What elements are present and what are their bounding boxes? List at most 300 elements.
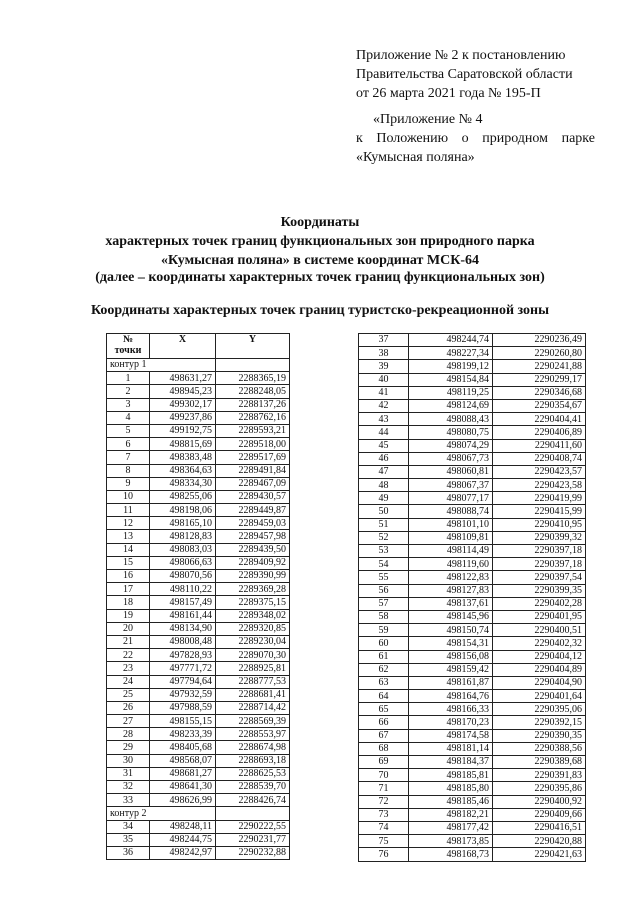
y-coordinate-cell: 2288569,39: [216, 715, 290, 728]
y-coordinate-cell: 2290415,99: [493, 505, 586, 518]
y-coordinate-cell: 2290401,95: [493, 610, 586, 623]
x-coordinate-cell: 498166,33: [409, 703, 493, 716]
point-number-cell: 65: [359, 703, 409, 716]
x-coordinate-cell: 498114,49: [409, 545, 493, 558]
table-row: [359, 597, 586, 610]
y-coordinate-cell: 2290232,88: [216, 846, 290, 859]
y-coordinate-cell: 2290390,35: [493, 729, 586, 742]
table-row: [359, 518, 586, 531]
contour-label: контур 2: [107, 807, 150, 820]
y-coordinate-cell: 2288777,53: [216, 675, 290, 688]
table-row: [359, 769, 586, 782]
appendix-line-1: Приложение № 2 к постановлению: [356, 48, 566, 63]
x-coordinate-cell: 498101,10: [409, 518, 493, 531]
point-number-cell: 60: [359, 637, 409, 650]
table-row: [359, 835, 586, 848]
point-number-cell: 18: [107, 596, 150, 609]
x-coordinate-cell: 498173,85: [409, 835, 493, 848]
x-coordinate-cell: 498641,30: [150, 781, 216, 794]
table-row: [107, 398, 290, 411]
table-row: [359, 531, 586, 544]
x-coordinate-cell: 498174,58: [409, 729, 493, 742]
point-number-cell: 14: [107, 543, 150, 556]
table-row: [359, 650, 586, 663]
column-header-x: [150, 334, 216, 359]
table-row: [107, 372, 290, 385]
y-coordinate-cell: 2290404,12: [493, 650, 586, 663]
appendix-line-5: [356, 129, 595, 148]
point-number-cell: 71: [359, 782, 409, 795]
table-row: [107, 504, 290, 517]
table-row: [359, 571, 586, 584]
x-coordinate-cell: 499237,86: [150, 411, 216, 424]
x-coordinate-cell: 498066,63: [150, 556, 216, 569]
y-coordinate-cell: 2290354,67: [493, 399, 586, 412]
table-row: [359, 452, 586, 465]
point-number-cell: 58: [359, 610, 409, 623]
point-number-cell: 5: [107, 424, 150, 437]
point-number-cell: 19: [107, 609, 150, 622]
x-coordinate-cell: 498074,29: [409, 439, 493, 452]
x-coordinate-cell: 498124,69: [409, 399, 493, 412]
table-row: [359, 703, 586, 716]
point-number-cell: 53: [359, 545, 409, 558]
table-row: [107, 662, 290, 675]
x-coordinate-cell: 497988,59: [150, 701, 216, 714]
table-row: [359, 479, 586, 492]
y-coordinate-cell: 2289593,21: [216, 424, 290, 437]
column-header-y-label: Y: [248, 334, 257, 345]
y-coordinate-cell: 2290346,68: [493, 386, 586, 399]
point-number-cell: 63: [359, 676, 409, 689]
table-row: [107, 833, 290, 846]
x-coordinate-cell: 498164,76: [409, 690, 493, 703]
y-coordinate-cell: 2290400,92: [493, 795, 586, 808]
y-coordinate-cell: 2289430,57: [216, 490, 290, 503]
x-coordinate-cell: 498364,63: [150, 464, 216, 477]
document-title-line-3: «Кумысная поляна» в системе координат МСК-64: [160, 253, 480, 268]
point-number-cell: 64: [359, 690, 409, 703]
table-row: [359, 413, 586, 426]
table-row: [107, 477, 290, 490]
y-coordinate-cell: 2288925,81: [216, 662, 290, 675]
point-number-cell: 73: [359, 808, 409, 821]
x-coordinate-cell: 498198,06: [150, 504, 216, 517]
y-coordinate-cell: 2290402,32: [493, 637, 586, 650]
point-number-cell: 30: [107, 754, 150, 767]
point-number-cell: 25: [107, 688, 150, 701]
point-number-cell: 13: [107, 530, 150, 543]
point-number-cell: 33: [107, 794, 150, 807]
x-coordinate-cell: 498067,73: [409, 452, 493, 465]
point-number-cell: 57: [359, 597, 409, 610]
x-coordinate-cell: 498242,97: [150, 846, 216, 859]
table-row: [359, 465, 586, 478]
y-coordinate-cell: 2289491,84: [216, 464, 290, 477]
point-number-cell: 51: [359, 518, 409, 531]
y-coordinate-cell: 2290231,77: [216, 833, 290, 846]
point-number-cell: 20: [107, 622, 150, 635]
appendix-word: Положению: [376, 131, 449, 146]
y-coordinate-cell: 2290404,90: [493, 676, 586, 689]
table-row: [107, 701, 290, 714]
point-number-cell: 46: [359, 452, 409, 465]
y-coordinate-cell: 2289070,30: [216, 649, 290, 662]
appendix-word: парке: [561, 131, 595, 146]
table-caption: Координаты характерных точек границ туристско-рекреационной зоны: [90, 303, 550, 318]
point-number-cell: 23: [107, 662, 150, 675]
x-coordinate-cell: 498244,74: [409, 334, 493, 347]
point-number-cell: 31: [107, 767, 150, 780]
x-coordinate-cell: 498815,69: [150, 438, 216, 451]
point-number-cell: 21: [107, 635, 150, 648]
y-coordinate-cell: 2289369,28: [216, 583, 290, 596]
x-coordinate-cell: 498177,42: [409, 821, 493, 834]
x-coordinate-cell: 497828,93: [150, 649, 216, 662]
y-coordinate-cell: 2289439,50: [216, 543, 290, 556]
point-number-cell: 50: [359, 505, 409, 518]
y-coordinate-cell: 2290404,41: [493, 413, 586, 426]
table-row: [107, 688, 290, 701]
point-number-cell: 35: [107, 833, 150, 846]
y-coordinate-cell: 2288693,18: [216, 754, 290, 767]
table-row: [359, 742, 586, 755]
x-coordinate-cell: 498157,49: [150, 596, 216, 609]
y-coordinate-cell: 2290397,54: [493, 571, 586, 584]
x-coordinate-cell: 498182,21: [409, 808, 493, 821]
x-coordinate-cell: 498077,17: [409, 492, 493, 505]
table-row: [359, 690, 586, 703]
point-number-cell: 38: [359, 347, 409, 360]
x-coordinate-cell: 497932,59: [150, 688, 216, 701]
point-number-cell: 2: [107, 385, 150, 398]
x-coordinate-cell: 498134,90: [150, 622, 216, 635]
y-coordinate-cell: 2290420,88: [493, 835, 586, 848]
y-coordinate-cell: 2290395,86: [493, 782, 586, 795]
x-coordinate-cell: 498083,03: [150, 543, 216, 556]
table-row: [359, 399, 586, 412]
table-row: [107, 438, 290, 451]
y-coordinate-cell: 2290409,66: [493, 808, 586, 821]
column-header-point: точки: [114, 345, 142, 356]
y-coordinate-cell: 2290400,51: [493, 624, 586, 637]
point-number-cell: 72: [359, 795, 409, 808]
x-coordinate-cell: 498248,11: [150, 820, 216, 833]
x-coordinate-cell: 498626,99: [150, 794, 216, 807]
y-coordinate-cell: 2289320,85: [216, 622, 290, 635]
table-row: [359, 848, 586, 861]
document-title-line-2: характерных точек границ функциональных зон природного парка: [105, 234, 535, 249]
point-number-cell: 7: [107, 451, 150, 464]
y-coordinate-cell: 2290389,68: [493, 756, 586, 769]
contour-row: [107, 359, 290, 372]
y-coordinate-cell: 2288762,16: [216, 411, 290, 424]
point-number-cell: 48: [359, 479, 409, 492]
y-coordinate-cell: 2290236,49: [493, 334, 586, 347]
x-coordinate-cell: 498199,12: [409, 360, 493, 373]
y-coordinate-cell: 2289390,99: [216, 570, 290, 583]
y-coordinate-cell: 2289409,92: [216, 556, 290, 569]
table-row: [107, 451, 290, 464]
y-coordinate-cell: 2290406,89: [493, 426, 586, 439]
y-coordinate-cell: 2290423,57: [493, 465, 586, 478]
y-coordinate-cell: 2290395,06: [493, 703, 586, 716]
point-number-cell: 17: [107, 583, 150, 596]
y-coordinate-cell: 2290423,58: [493, 479, 586, 492]
table-row: [107, 635, 290, 648]
point-number-cell: 45: [359, 439, 409, 452]
point-number-cell: 6: [107, 438, 150, 451]
table-row: [359, 558, 586, 571]
point-number-cell: 40: [359, 373, 409, 386]
table-row: [359, 637, 586, 650]
y-coordinate-cell: 2289449,87: [216, 504, 290, 517]
table-row: [359, 386, 586, 399]
point-number-cell: 49: [359, 492, 409, 505]
table-row: [107, 596, 290, 609]
point-number-cell: 41: [359, 386, 409, 399]
y-coordinate-cell: 2290419,99: [493, 492, 586, 505]
table-row: [107, 530, 290, 543]
coordinates-table-right: [358, 333, 586, 862]
x-coordinate-cell: 498088,43: [409, 413, 493, 426]
point-number-cell: 43: [359, 413, 409, 426]
y-coordinate-cell: 2289348,02: [216, 609, 290, 622]
x-coordinate-cell: 498405,68: [150, 741, 216, 754]
table-row: [359, 439, 586, 452]
y-coordinate-cell: 2289375,15: [216, 596, 290, 609]
x-coordinate-cell: 498088,74: [409, 505, 493, 518]
table-row: [359, 584, 586, 597]
y-coordinate-cell: 2290401,64: [493, 690, 586, 703]
point-number-cell: 15: [107, 556, 150, 569]
y-coordinate-cell: 2288674,98: [216, 741, 290, 754]
x-coordinate-cell: 498233,39: [150, 728, 216, 741]
x-coordinate-cell: 498184,37: [409, 756, 493, 769]
table-row: [359, 756, 586, 769]
table-row: [359, 795, 586, 808]
point-number-cell: 36: [107, 846, 150, 859]
point-number-cell: 67: [359, 729, 409, 742]
x-coordinate-cell: 498631,27: [150, 372, 216, 385]
point-number-cell: 11: [107, 504, 150, 517]
y-coordinate-cell: 2290260,80: [493, 347, 586, 360]
table-row: [359, 545, 586, 558]
point-number-cell: 74: [359, 821, 409, 834]
x-coordinate-cell: 498185,80: [409, 782, 493, 795]
table-row: [107, 675, 290, 688]
x-coordinate-cell: 498244,75: [150, 833, 216, 846]
x-coordinate-cell: 498008,48: [150, 635, 216, 648]
y-coordinate-cell: 2290421,63: [493, 848, 586, 861]
y-coordinate-cell: 2289230,04: [216, 635, 290, 648]
point-number-cell: 59: [359, 624, 409, 637]
y-coordinate-cell: 2290410,95: [493, 518, 586, 531]
x-coordinate-cell: 498165,10: [150, 517, 216, 530]
table-row: [107, 464, 290, 477]
x-coordinate-cell: 498681,27: [150, 767, 216, 780]
y-coordinate-cell: 2288248,05: [216, 385, 290, 398]
table-row: [359, 360, 586, 373]
x-coordinate-cell: 498945,23: [150, 385, 216, 398]
point-number-cell: 54: [359, 558, 409, 571]
y-coordinate-cell: 2290408,74: [493, 452, 586, 465]
y-coordinate-cell: 2289518,00: [216, 438, 290, 451]
appendix-word: к: [356, 131, 363, 146]
table-row: [107, 424, 290, 437]
y-coordinate-cell: 2289467,09: [216, 477, 290, 490]
x-coordinate-cell: 498154,84: [409, 373, 493, 386]
y-coordinate-cell: 2290391,83: [493, 769, 586, 782]
point-number-cell: 8: [107, 464, 150, 477]
point-number-cell: 12: [107, 517, 150, 530]
x-coordinate-cell: 498383,48: [150, 451, 216, 464]
table-row: [107, 556, 290, 569]
y-coordinate-cell: 2290392,15: [493, 716, 586, 729]
y-coordinate-cell: 2288137,26: [216, 398, 290, 411]
y-coordinate-cell: 2288681,41: [216, 688, 290, 701]
y-coordinate-cell: 2290402,28: [493, 597, 586, 610]
point-number-cell: 68: [359, 742, 409, 755]
table-row: [107, 490, 290, 503]
point-number-cell: 76: [359, 848, 409, 861]
y-coordinate-cell: 2289457,98: [216, 530, 290, 543]
table-row: [359, 505, 586, 518]
y-coordinate-cell: 2288426,74: [216, 794, 290, 807]
y-coordinate-cell: 2290411,60: [493, 439, 586, 452]
point-number-cell: 37: [359, 334, 409, 347]
table-row: [359, 716, 586, 729]
y-coordinate-cell: 2290299,17: [493, 373, 586, 386]
x-coordinate-cell: 498060,81: [409, 465, 493, 478]
y-coordinate-cell: 2290399,35: [493, 584, 586, 597]
y-coordinate-cell: 2290222,55: [216, 820, 290, 833]
y-coordinate-cell: 2290397,18: [493, 558, 586, 571]
table-row: [107, 728, 290, 741]
x-coordinate-cell: 499302,17: [150, 398, 216, 411]
point-number-cell: 39: [359, 360, 409, 373]
x-coordinate-cell: 498161,87: [409, 676, 493, 689]
x-coordinate-cell: 498128,83: [150, 530, 216, 543]
point-number-cell: 55: [359, 571, 409, 584]
appendix-word: о: [461, 131, 469, 146]
x-coordinate-cell: 498159,42: [409, 663, 493, 676]
point-number-cell: 32: [107, 781, 150, 794]
x-coordinate-cell: 498080,75: [409, 426, 493, 439]
table-row: [359, 782, 586, 795]
point-number-cell: 52: [359, 531, 409, 544]
point-number-cell: 16: [107, 570, 150, 583]
table-row: [107, 609, 290, 622]
point-number-cell: 3: [107, 398, 150, 411]
x-coordinate-cell: 498137,61: [409, 597, 493, 610]
point-number-cell: 75: [359, 835, 409, 848]
point-number-cell: 44: [359, 426, 409, 439]
empty-cell: [216, 807, 290, 820]
x-coordinate-cell: 498255,06: [150, 490, 216, 503]
x-coordinate-cell: 498122,83: [409, 571, 493, 584]
y-coordinate-cell: 2288539,70: [216, 781, 290, 794]
x-coordinate-cell: 498109,81: [409, 531, 493, 544]
point-number-cell: 10: [107, 490, 150, 503]
x-coordinate-cell: 498145,96: [409, 610, 493, 623]
table-row: [359, 426, 586, 439]
table-row: [359, 492, 586, 505]
table-row: [107, 583, 290, 596]
document-title-line-4: (далее – координаты характерных точек границ функциональных зон): [95, 270, 545, 285]
x-coordinate-cell: 498155,15: [150, 715, 216, 728]
point-number-cell: 24: [107, 675, 150, 688]
appendix-line-6: «Кумысная поляна»: [356, 150, 475, 165]
table-row: [359, 624, 586, 637]
y-coordinate-cell: 2290397,18: [493, 545, 586, 558]
y-coordinate-cell: 2290388,56: [493, 742, 586, 755]
point-number-cell: 66: [359, 716, 409, 729]
x-coordinate-cell: 498227,34: [409, 347, 493, 360]
table-row: [107, 820, 290, 833]
point-number-cell: 4: [107, 411, 150, 424]
x-coordinate-cell: 498334,30: [150, 477, 216, 490]
table-row: [359, 729, 586, 742]
x-coordinate-cell: 498161,44: [150, 609, 216, 622]
column-header-y: [216, 334, 290, 359]
x-coordinate-cell: 498110,22: [150, 583, 216, 596]
point-number-cell: 47: [359, 465, 409, 478]
table-row: [107, 411, 290, 424]
table-row: [359, 808, 586, 821]
point-number-cell: 22: [107, 649, 150, 662]
y-coordinate-cell: 2288625,53: [216, 767, 290, 780]
table-row: [107, 741, 290, 754]
x-coordinate-cell: 498070,56: [150, 570, 216, 583]
y-coordinate-cell: 2290399,32: [493, 531, 586, 544]
point-number-cell: 27: [107, 715, 150, 728]
table-row: [107, 794, 290, 807]
x-coordinate-cell: 498170,23: [409, 716, 493, 729]
contour-row: [107, 807, 290, 820]
point-number-cell: 26: [107, 701, 150, 714]
x-coordinate-cell: 498150,74: [409, 624, 493, 637]
appendix-line-3: от 26 марта 2021 года № 195-П: [356, 86, 541, 101]
x-coordinate-cell: 498119,25: [409, 386, 493, 399]
table-row: [107, 622, 290, 635]
appendix-line-2: Правительства Саратовской области: [356, 67, 573, 82]
table-row: [107, 543, 290, 556]
x-coordinate-cell: 498185,81: [409, 769, 493, 782]
y-coordinate-cell: 2289517,69: [216, 451, 290, 464]
x-coordinate-cell: 499192,75: [150, 424, 216, 437]
table-row: [107, 754, 290, 767]
point-number-cell: 28: [107, 728, 150, 741]
coordinates-table-left: [106, 333, 290, 860]
column-header-point-number: [107, 334, 150, 359]
table-row: [107, 715, 290, 728]
x-coordinate-cell: 498154,31: [409, 637, 493, 650]
y-coordinate-cell: 2290416,51: [493, 821, 586, 834]
x-coordinate-cell: 498568,07: [150, 754, 216, 767]
table-row: [359, 373, 586, 386]
point-number-cell: 70: [359, 769, 409, 782]
appendix-line-4: «Приложение № 4: [373, 112, 483, 127]
table-row: [107, 570, 290, 583]
x-coordinate-cell: 498168,73: [409, 848, 493, 861]
x-coordinate-cell: 498185,46: [409, 795, 493, 808]
x-coordinate-cell: 498127,83: [409, 584, 493, 597]
table-row: [359, 663, 586, 676]
table-row: [359, 610, 586, 623]
appendix-word: природном: [482, 131, 549, 146]
point-number-cell: 42: [359, 399, 409, 412]
